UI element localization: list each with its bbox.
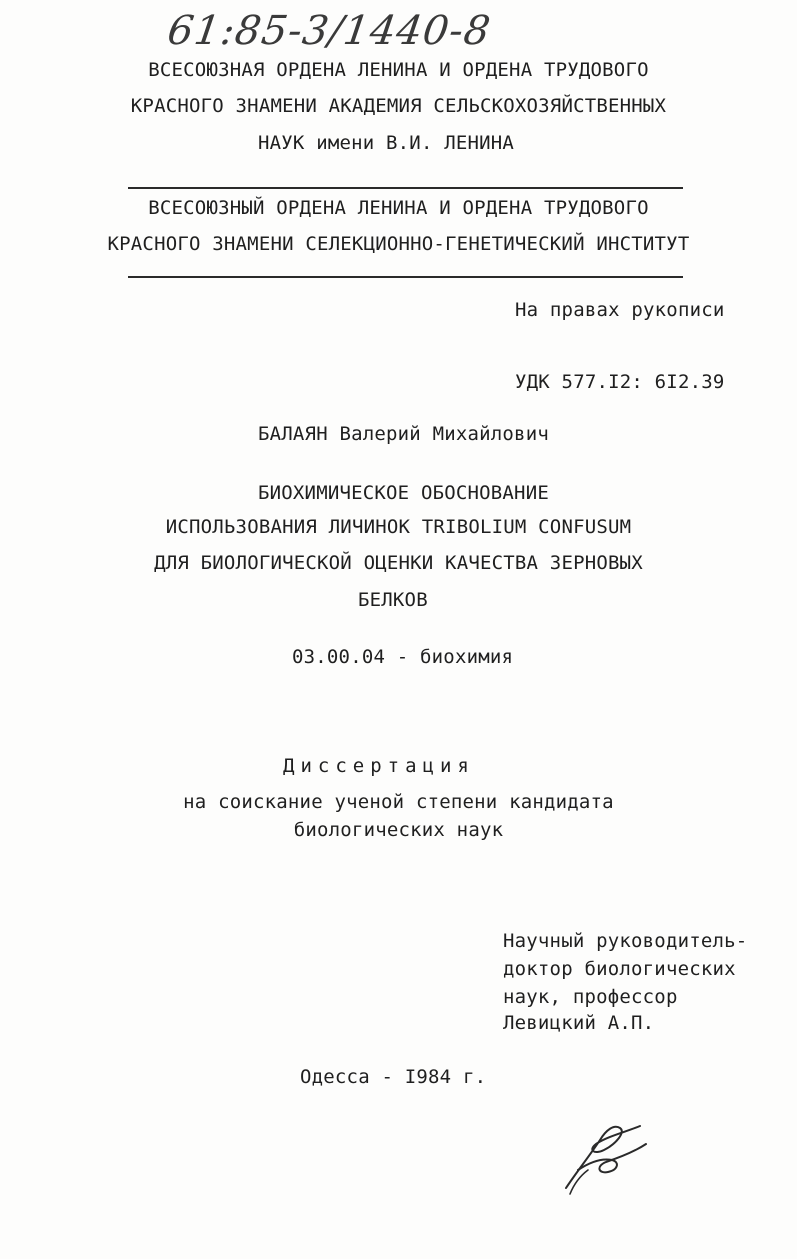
divider-bottom [128,276,683,278]
academy-line-2: КРАСНОГО ЗНАМЕНИ АКАДЕМИЯ СЕЛЬСКОХОЗЯЙСТВЕННЫХ [130,95,667,117]
specialty-code: 03.00.04 - биохимия [292,646,514,668]
manuscript-rights: На правах рукописи [515,299,725,321]
title-line-1: БИОХИМИЧЕСКОЕ ОБОСНОВАНИЕ [258,482,549,504]
handwritten-catalog-code: 61:85-3/1440-8 [164,8,494,54]
dissertation-degree-line: на соискание ученой степени кандидата [183,791,614,813]
institute-line-2: КРАСНОГО ЗНАМЕНИ СЕЛЕКЦИОННО-ГЕНЕТИЧЕСКИЙ ИНСТИТУТ [107,233,690,255]
title-line-2: ИСПОЛЬЗОВАНИЯ ЛИЧИНОК TRIBOLIUM CONFUSUM [165,516,632,538]
signature-scribble [548,1110,658,1200]
dissertation-field-line: биологических наук [293,819,504,841]
place-and-year: Одесса - I984 г. [300,1066,487,1088]
dissertation-heading: Диссертация [283,755,475,777]
supervisor-line-3: наук, профессор [503,986,678,1008]
supervisor-line-2: доктор биологических [503,958,736,980]
academy-line-1: ВСЕСОЮЗНАЯ ОРДЕНА ЛЕНИНА И ОРДЕНА ТРУДОВОГО [148,59,649,81]
udk-code: УДК 577.I2: 6I2.39 [515,371,725,393]
supervisor-line-1: Научный руководитель- [503,930,748,952]
academy-line-3: НАУК имени В.И. ЛЕНИНА [258,132,515,154]
divider-top [128,187,683,189]
institute-line-1: ВСЕСОЮЗНЫЙ ОРДЕНА ЛЕНИНА И ОРДЕНА ТРУДОВОГО [148,197,649,219]
author-name: БАЛАЯН Валерий Михайлович [258,423,549,445]
supervisor-name: Левицкий А.П. [503,1012,655,1034]
title-line-3: ДЛЯ БИОЛОГИЧЕСКОЙ ОЦЕНКИ КАЧЕСТВА ЗЕРНОВЫХ [154,552,643,574]
title-line-4: БЕЛКОВ [358,589,428,611]
